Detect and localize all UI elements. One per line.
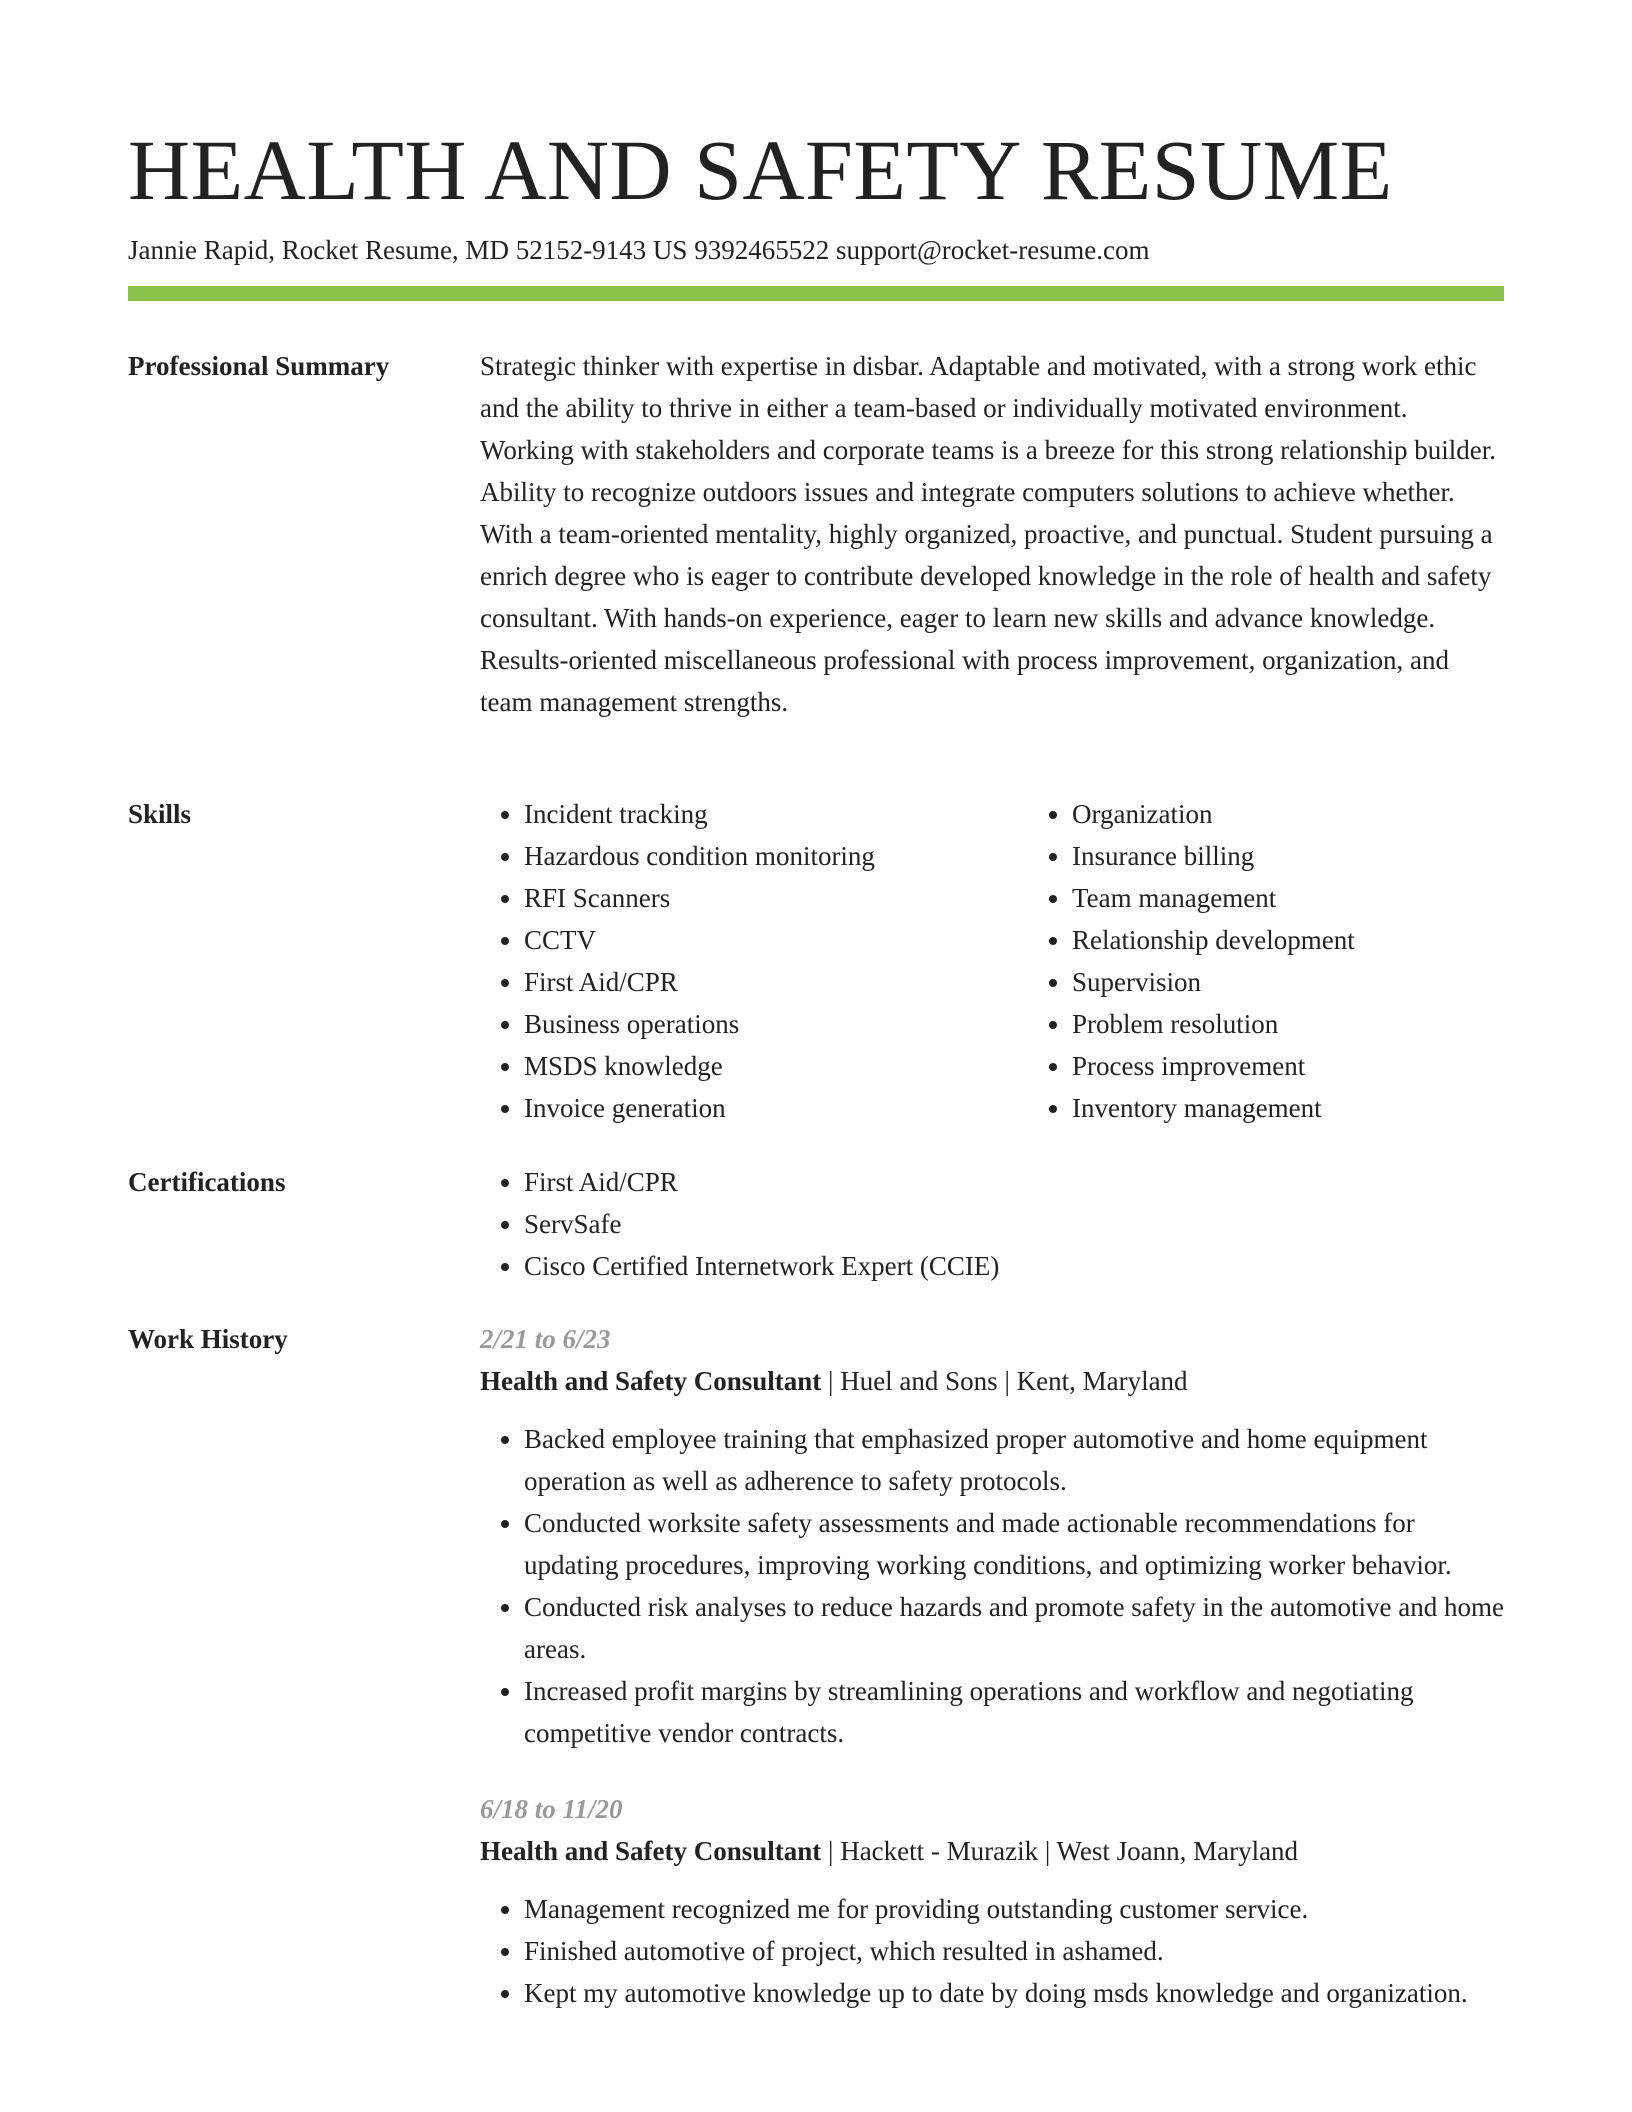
skill-item: • RFI Scanners bbox=[524, 877, 984, 919]
summary-body bbox=[480, 345, 1504, 723]
skill-item: • Team management bbox=[1072, 877, 1532, 919]
job-bullet-list bbox=[480, 1418, 1504, 1754]
skills-body bbox=[480, 793, 1504, 1129]
skill-item: • CCTV bbox=[524, 919, 984, 961]
job-bullet: • Kept my automotive knowledge up to date by doing msds knowledge and organization. bbox=[524, 1972, 1504, 2014]
skill-item: • Organization bbox=[1072, 793, 1532, 835]
summary-heading: Professional Summary bbox=[128, 351, 390, 381]
certifications-list bbox=[480, 1161, 1504, 1287]
work-history-heading: Work History bbox=[128, 1324, 288, 1354]
certification-item: • Cisco Certified Internetwork Expert (CCIE) bbox=[524, 1245, 1504, 1287]
certification-item: • ServSafe bbox=[524, 1203, 1504, 1245]
certification-item: • First Aid/CPR bbox=[524, 1161, 1504, 1203]
job-bullet: • Conducted risk analyses to reduce hazards and promote safety in the automotive and home areas. bbox=[524, 1586, 1504, 1670]
page-title: HEALTH AND SAFETY RESUME bbox=[128, 122, 1393, 218]
skill-item: • Incident tracking bbox=[524, 793, 984, 835]
job-bullet-list bbox=[480, 1888, 1504, 2014]
job-bullet: • Increased profit margins by streamlining operations and workflow and negotiating competitive vendor contracts. bbox=[524, 1670, 1504, 1754]
job-bullet: • Conducted worksite safety assessments and made actionable recommendations for updating procedures, improving working conditions, and optimizing worker behavior. bbox=[524, 1502, 1504, 1586]
skill-item: • Hazardous condition monitoring bbox=[524, 835, 984, 877]
job-dates: 2/21 to 6/23 bbox=[480, 1324, 611, 1354]
skills-list-left bbox=[480, 793, 984, 1129]
job-dates: 6/18 to 11/20 bbox=[480, 1794, 623, 1824]
job-employer-location: | Hackett - Murazik | West Joann, Maryland bbox=[821, 1836, 1299, 1866]
certifications-heading: Certifications bbox=[128, 1167, 286, 1197]
job-title: Health and Safety Consultant bbox=[480, 1366, 822, 1396]
job-title: Health and Safety Consultant bbox=[480, 1836, 822, 1866]
header-divider bbox=[128, 286, 1504, 301]
job-employer-location: | Huel and Sons | Kent, Maryland bbox=[821, 1366, 1188, 1396]
job-entry bbox=[480, 1318, 1504, 1754]
skill-item: • Problem resolution bbox=[1072, 1003, 1532, 1045]
job-header bbox=[480, 1830, 1504, 1872]
skills-list-right bbox=[1028, 793, 1532, 1129]
skill-item: • Process improvement bbox=[1072, 1045, 1532, 1087]
summary-text: Strategic thinker with expertise in disbar. Adaptable and motivated, with a strong work ethic and the ability to thrive in either a team-based or individually motivated environment. Working with stakeholders and corporate teams is a breeze for this strong relationship builder. Ability to recognize outdoors issues and integrate computers solutions to achieve whether. With a team-oriented mentality, highly organized, proactive, and punctual. Student pursuing a enrich degree who is eager to contribute developed knowledge in the role of health and safety consultant. With hands-on experience, eager to learn new skills and advance knowledge. Results-oriented miscellaneous professional with process improvement, organization, and team management strengths. bbox=[480, 351, 1497, 717]
job-entry bbox=[480, 1788, 1504, 2014]
skill-item: • Invoice generation bbox=[524, 1087, 984, 1129]
skill-item: • Inventory management bbox=[1072, 1087, 1532, 1129]
skill-item: • Supervision bbox=[1072, 961, 1532, 1003]
job-bullet: • Management recognized me for providing outstanding customer service. bbox=[524, 1888, 1504, 1930]
job-header bbox=[480, 1360, 1504, 1402]
skill-item: • Insurance billing bbox=[1072, 835, 1532, 877]
certifications-body bbox=[480, 1161, 1504, 1287]
skill-item: • MSDS knowledge bbox=[524, 1045, 984, 1087]
work-history-body bbox=[480, 1318, 1504, 2014]
job-bullet: • Backed employee training that emphasized proper automotive and home equipment operation as well as adherence to safety protocols. bbox=[524, 1418, 1504, 1502]
job-bullet: • Finished automotive of project, which resulted in ashamed. bbox=[524, 1930, 1504, 1972]
skill-item: • First Aid/CPR bbox=[524, 961, 984, 1003]
skill-item: • Business operations bbox=[524, 1003, 984, 1045]
skill-item: • Relationship development bbox=[1072, 919, 1532, 961]
skills-heading: Skills bbox=[128, 799, 192, 829]
contact-info: Jannie Rapid, Rocket Resume, MD 52152-9143 US 9392465522 support@rocket-resume.com bbox=[128, 235, 1150, 265]
